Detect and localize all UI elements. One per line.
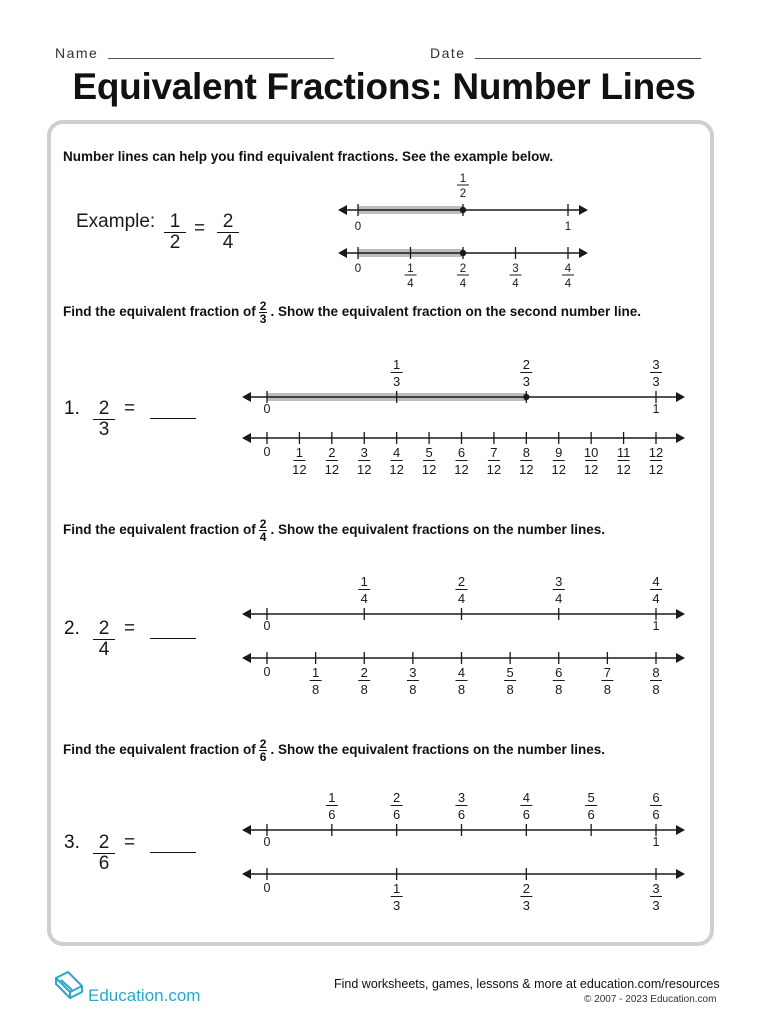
instruction-3: Find the equivalent fraction of $\frac{2}{6}$ . Show the equivalent fractions on the number lines. <box>63 737 605 764</box>
right-arrow-icon <box>579 205 588 215</box>
example-bottom-label-denominator: 4 <box>407 278 414 290</box>
problem-3-number: 3. <box>64 832 80 853</box>
bottom-line-label-denominator: 12 <box>324 462 340 477</box>
top-line-end-label: 0 <box>263 835 271 849</box>
problem-3-line-thirds[interactable] <box>242 868 685 913</box>
bottom-line-label-denominator: 8 <box>312 682 320 697</box>
top-line-label-denominator: 6 <box>328 807 336 822</box>
bottom-line-label-numerator: 2 <box>360 665 368 681</box>
left-arrow-icon <box>242 433 251 443</box>
top-line-label-denominator: 6 <box>522 807 530 822</box>
footer-tagline[interactable]: Find worksheets, games, lessons & more at education.com/resources <box>334 977 720 991</box>
top-line-label-denominator: 6 <box>652 807 660 822</box>
bottom-line-label-denominator: 8 <box>360 682 368 697</box>
instruction-3-fraction: $\frac{2}{6}$ <box>259 737 267 764</box>
bottom-line-label-denominator: 8 <box>603 682 611 697</box>
problem-3-equals: = <box>124 832 136 853</box>
page-title: Equivalent Fractions: Number Lines <box>72 66 696 107</box>
problem-1-answer-blank[interactable] <box>150 418 196 419</box>
top-line-end-label: 1 <box>652 402 660 416</box>
example-equals: = <box>194 218 206 239</box>
top-line-label-numerator: 2 <box>393 790 401 806</box>
bottom-line-label-numerator: 3 <box>360 445 368 461</box>
bottom-line-label-numerator: 4 <box>457 665 466 681</box>
bottom-line-label-denominator: 12 <box>648 462 664 477</box>
name-label: Name <box>55 45 99 61</box>
right-arrow-icon <box>676 609 685 619</box>
example-bottom-label-denominator: 4 <box>564 278 572 290</box>
top-line-label-denominator: 4 <box>652 591 660 606</box>
top-line-label-numerator: 6 <box>652 790 660 806</box>
example-number-lines <box>330 168 600 292</box>
left-arrow-icon <box>242 869 251 879</box>
bottom-line-label-denominator: 12 <box>357 462 372 477</box>
right-arrow-icon <box>579 248 588 258</box>
bottom-line-label-numerator: 8 <box>522 445 530 461</box>
example-bottom-label-numerator: 4 <box>564 262 572 275</box>
bottom-line-label-numerator: 3 <box>652 881 660 897</box>
left-arrow-icon <box>242 825 251 835</box>
bottom-line-label-numerator: 2 <box>522 881 530 897</box>
bottom-line-label-numerator: 5 <box>506 665 514 681</box>
bottom-line-label-denominator: 8 <box>457 682 466 697</box>
problem-1-line-thirds <box>242 357 685 416</box>
bottom-line-label-denominator: 8 <box>506 682 514 697</box>
right-arrow-icon <box>676 825 685 835</box>
problem-2-line-eighths[interactable] <box>242 652 685 697</box>
top-line-label-numerator: 1 <box>328 790 336 806</box>
bottom-line-label-denominator: 12 <box>616 462 631 477</box>
problem-2-number-lines <box>235 570 695 705</box>
bottom-line-label-numerator: 12 <box>648 445 664 461</box>
bottom-line-label-numerator: 3 <box>409 665 417 681</box>
left-arrow-icon <box>242 609 251 619</box>
example-top-label-numerator: 1 <box>459 172 467 185</box>
bottom-line-label-numerator: 1 <box>393 881 401 897</box>
right-arrow-icon <box>676 653 685 663</box>
bottom-line-label-numerator: 8 <box>652 665 660 681</box>
right-arrow-icon <box>676 433 685 443</box>
bottom-line-label-denominator: 3 <box>652 898 660 913</box>
bottom-line-label-numerator: 1 <box>312 665 320 681</box>
problem-2-fraction: 2 4 <box>93 619 115 660</box>
bottom-line-label-denominator: 12 <box>519 462 534 477</box>
top-line-label-numerator: 4 <box>522 790 530 806</box>
problem-3-number-lines <box>235 786 695 916</box>
left-arrow-icon <box>338 248 347 258</box>
example-fraction-left: 1 2 <box>164 212 186 253</box>
example-bottom-label-numerator: 2 <box>459 262 467 275</box>
problem-2-number: 2. <box>64 618 80 639</box>
top-line-label-denominator: 4 <box>555 591 563 606</box>
top-line-label-denominator: 3 <box>652 374 660 389</box>
bottom-line-label-numerator: 7 <box>490 445 498 461</box>
top-line-label-numerator: 5 <box>587 790 595 806</box>
instruction-2: Find the equivalent fraction of $\frac{2}{4}$ . Show the equivalent fractions on the number lines. <box>63 517 605 544</box>
bottom-line-label-denominator: 12 <box>389 462 404 477</box>
bottom-line-label-denominator: 12 <box>486 462 502 477</box>
top-line-end-label: 0 <box>263 402 271 416</box>
bottom-line-zero-label: 0 <box>263 445 271 459</box>
top-line-label-numerator: 1 <box>360 574 368 590</box>
bottom-line-label-numerator: 7 <box>603 665 611 681</box>
problem-1-number-lines <box>235 350 695 485</box>
bottom-line-label-denominator: 8 <box>409 682 417 697</box>
problem-3-answer-blank[interactable] <box>150 852 196 853</box>
top-line-end-label: 0 <box>263 619 271 633</box>
example-bottom-label-numerator: 1 <box>407 262 414 275</box>
example-bottom-label-numerator: 3 <box>512 262 519 275</box>
example-bottom-label-denominator: 4 <box>512 278 519 290</box>
bottom-line-label-denominator: 3 <box>393 898 401 913</box>
education-logo-icon <box>52 968 88 1002</box>
problem-2-line-fourths[interactable] <box>242 574 685 633</box>
left-arrow-icon <box>242 653 251 663</box>
problem-2-equals: = <box>124 618 136 639</box>
bottom-line-label-denominator: 8 <box>652 682 660 697</box>
right-arrow-icon <box>676 392 685 402</box>
bottom-line-label-denominator: 12 <box>421 462 437 477</box>
example-line-fourths <box>338 247 588 290</box>
example-bottom-label-denominator: 4 <box>459 278 467 290</box>
footer-copyright: © 2007 - 2023 Education.com <box>584 994 717 1005</box>
instruction-2-fraction: $\frac{2}{4}$ <box>259 517 267 544</box>
top-line-label-denominator: 6 <box>457 807 466 822</box>
example-bottom-zero-label: 0 <box>354 263 362 275</box>
example-line-halves <box>338 173 588 233</box>
left-arrow-icon <box>242 392 251 402</box>
problem-3-line-sixths[interactable] <box>242 790 685 849</box>
instruction-1: Find the equivalent fraction of $\frac{2}{3}$ . Show the equivalent fraction on the second number line. <box>63 299 641 326</box>
top-line-label-denominator: 4 <box>457 591 466 606</box>
top-line-label-numerator: 3 <box>652 357 660 373</box>
top-line-label-numerator: 2 <box>522 357 530 373</box>
top-line-label-denominator: 6 <box>393 807 401 822</box>
date-label: Date <box>430 45 466 61</box>
top-line-label-numerator: 4 <box>652 574 660 590</box>
example-top-end-label: 1 <box>564 221 572 233</box>
top-line-end-label: 1 <box>652 835 660 849</box>
example-fraction-right: 2 4 <box>217 212 239 253</box>
bottom-line-label-denominator: 8 <box>555 682 563 697</box>
bottom-line-zero-label: 0 <box>263 665 271 679</box>
bottom-line-label-numerator: 9 <box>555 445 563 461</box>
example-top-label-denominator: 2 <box>459 188 467 200</box>
problem-2-answer-blank[interactable] <box>150 638 196 639</box>
bottom-line-label-denominator: 12 <box>292 462 307 477</box>
problem-1-fraction: 2 3 <box>93 399 115 440</box>
instruction-1-fraction: $\frac{2}{3}$ <box>259 299 267 326</box>
bottom-line-label-denominator: 12 <box>454 462 469 477</box>
bottom-line-label-numerator: 1 <box>295 445 304 461</box>
problem-1-number: 1. <box>64 398 80 419</box>
top-line-label-numerator: 1 <box>393 357 401 373</box>
top-line-label-denominator: 3 <box>393 374 401 389</box>
date-field[interactable] <box>475 58 701 59</box>
top-line-end-label: 1 <box>652 619 660 633</box>
bottom-line-label-numerator: 6 <box>457 445 466 461</box>
bottom-line-label-denominator: 3 <box>522 898 530 913</box>
example-top-end-label: 0 <box>354 221 362 233</box>
bottom-line-label-numerator: 2 <box>328 445 336 461</box>
problem-1-line-twelfths[interactable] <box>242 432 685 477</box>
example-label: Example: <box>76 211 156 232</box>
name-field[interactable] <box>108 58 334 59</box>
top-line-label-numerator: 3 <box>457 790 466 806</box>
brand-name[interactable]: Education.com <box>88 986 201 1005</box>
right-arrow-icon <box>676 869 685 879</box>
top-line-label-denominator: 4 <box>360 591 368 606</box>
bottom-line-label-numerator: 5 <box>425 445 433 461</box>
problem-3-fraction: 2 6 <box>93 833 115 874</box>
problem-1-equals: = <box>124 398 136 419</box>
bottom-line-label-numerator: 11 <box>616 445 631 461</box>
bottom-line-label-denominator: 12 <box>583 462 599 477</box>
bottom-line-label-numerator: 4 <box>393 445 401 461</box>
top-line-label-denominator: 3 <box>522 374 530 389</box>
intro-text: Number lines can help you find equivalent fractions. See the example below. <box>63 149 554 164</box>
top-line-label-numerator: 3 <box>555 574 563 590</box>
bottom-line-label-numerator: 10 <box>583 445 599 461</box>
bottom-line-label-denominator: 12 <box>551 462 566 477</box>
top-line-label-denominator: 6 <box>587 807 595 822</box>
top-line-label-numerator: 2 <box>457 574 466 590</box>
left-arrow-icon <box>338 205 347 215</box>
bottom-line-label-numerator: 6 <box>555 665 563 681</box>
bottom-line-zero-label: 0 <box>263 881 271 895</box>
